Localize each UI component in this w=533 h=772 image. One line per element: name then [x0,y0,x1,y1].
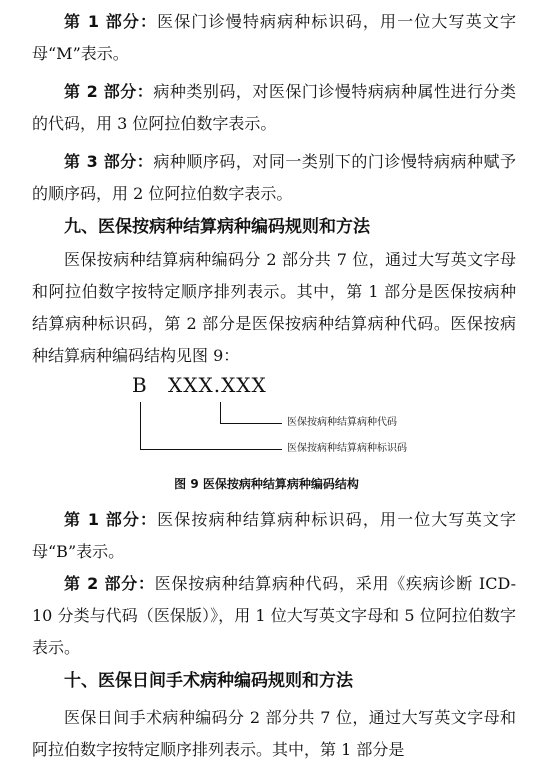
code-digits: XXX.XXX [168,373,267,397]
section9-body: 医保按病种结算病种编码分 2 部分共 7 位，通过大写英文字母和阿拉伯数字按特定顺序排列表示。其中，第 1 部分是医保按病种结算病种标识码，第 2 部分是医保按病种结算病种代码。医保按病种结算病种编码结构见图 9： [32,250,516,365]
part-label: 第 3 部分： [64,152,154,171]
part-text: 医保按病种结算病种标识码，用一位大写英文字母“B”表示。 [32,510,516,561]
section9-heading: 九、医保按病种结算病种编码规则和方法 [64,217,370,237]
section10-body: 医保日间手术病种编码分 2 部分共 7 位，通过大写英文字母和阿拉伯数字按特定顺序排列表示。其中，第 1 部分是 [32,708,516,759]
paragraph-part3 [32,146,516,210]
part-label: 第 2 部分： [64,82,154,101]
connector-line [140,402,141,450]
code-identifier-letter: B [132,373,148,397]
connector-line [140,449,282,450]
part-label: 第 1 部分： [64,12,158,31]
paragraph-section9-part1 [32,504,516,568]
section10-heading: 十、医保日间手术病种编码规则和方法 [64,671,353,691]
part-text: 病种类别码，对医保门诊慢特病病种属性进行分类的代码，用 3 位阿拉伯数字表示。 [32,82,516,133]
connector-line [220,423,282,424]
paragraph-section9-part2 [32,568,516,664]
connector-line [220,402,221,424]
part-text: 医保门诊慢特病病种标识码，用一位大写英文字母“M”表示。 [32,12,516,63]
diagram-label-identifier: 医保按病种结算病种标识码 [287,443,407,454]
diagram-label-code: 医保按病种结算病种代码 [287,417,397,428]
part-text: 病种顺序码，对同一类别下的门诊慢特病病种赋予的顺序码，用 2 位阿拉伯数字表示。 [32,152,516,203]
paragraph-part2 [32,76,516,140]
part-label: 第 1 部分： [64,510,158,529]
part-text: 医保按病种结算病种代码，采用《疾病诊断 ICD-10 分类与代码（医保版）》，用 1 位大写英文字母和 5 位阿拉伯数字表示。 [32,574,516,657]
part-label: 第 2 部分： [64,574,155,593]
paragraph-part1 [32,6,516,70]
code-structure-diagram [0,372,533,462]
figure-caption: 图 9 医保按病种结算病种编码结构 [174,477,359,491]
